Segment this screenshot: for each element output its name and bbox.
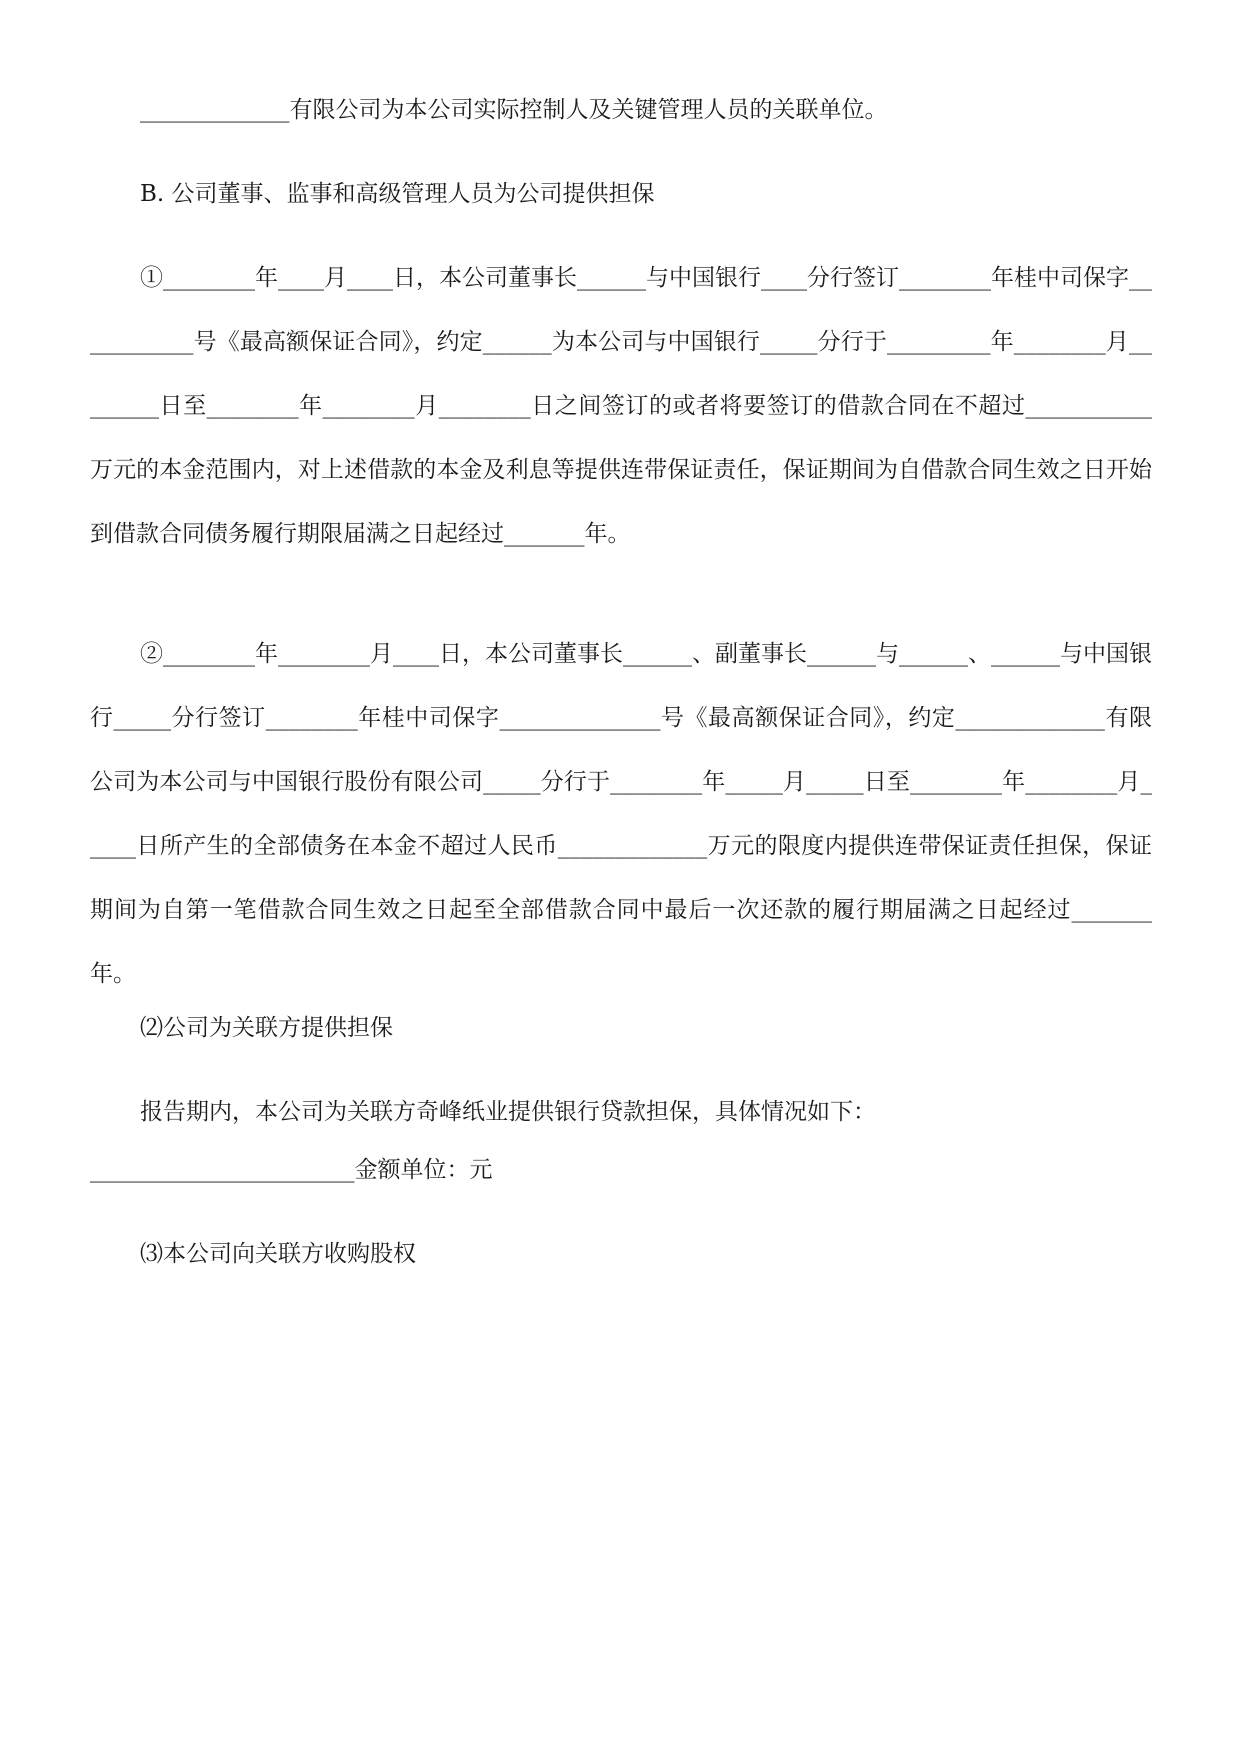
paragraph-item-2: ②________年________月____日，本公司董事长______、副董事长______与______、______与中国银行_____分行签订________年桂中司保字______________号《最高额保证合同》，约定_____________有限公司为本公司与中国银行股份有限公司_____分行于________年_____月_____日至________年________月_____日所产生的全部债务在本金不超过人民币_____________万元的限度内提供连带保证责任担保，保证期间为自第一笔借款合同生效之日起至全部借款合同中最后一次还款的履行期届满之日起经过_______年。: [90, 641, 1152, 987]
paragraph-related-unit: _____________有限公司为本公司实际控制人及关键管理人员的关联单位。: [140, 97, 888, 123]
heading-b-guarantee: B. 公司董事、监事和高级管理人员为公司提供担保: [140, 181, 655, 207]
heading-guarantee-for-related-party: ⑵公司为关联方提供担保: [140, 1015, 393, 1041]
heading-equity-acquisition: ⑶本公司向关联方收购股权: [140, 1241, 416, 1267]
amount-unit-line: _______________________金额单位：元: [90, 1157, 493, 1183]
paragraph-item-1: ①________年____月____日，本公司董事长______与中国银行____分行签订________年桂中司保字___________号《最高额保证合同》，约定______为本公司与中国银行_____分行于_________年________月________日至________年________月________日之间签订的或者将要签订的借款合同在不超过___________万元的本金范围内，对上述借款的本金及利息等提供连带保证责任，保证期间为自借款合同生效之日开始到借款合同债务履行期限届满之日起经过_______年。: [90, 265, 1152, 547]
paragraph-report-period: 报告期内，本公司为关联方奇峰纸业提供银行贷款担保，具体情况如下：: [140, 1099, 876, 1125]
